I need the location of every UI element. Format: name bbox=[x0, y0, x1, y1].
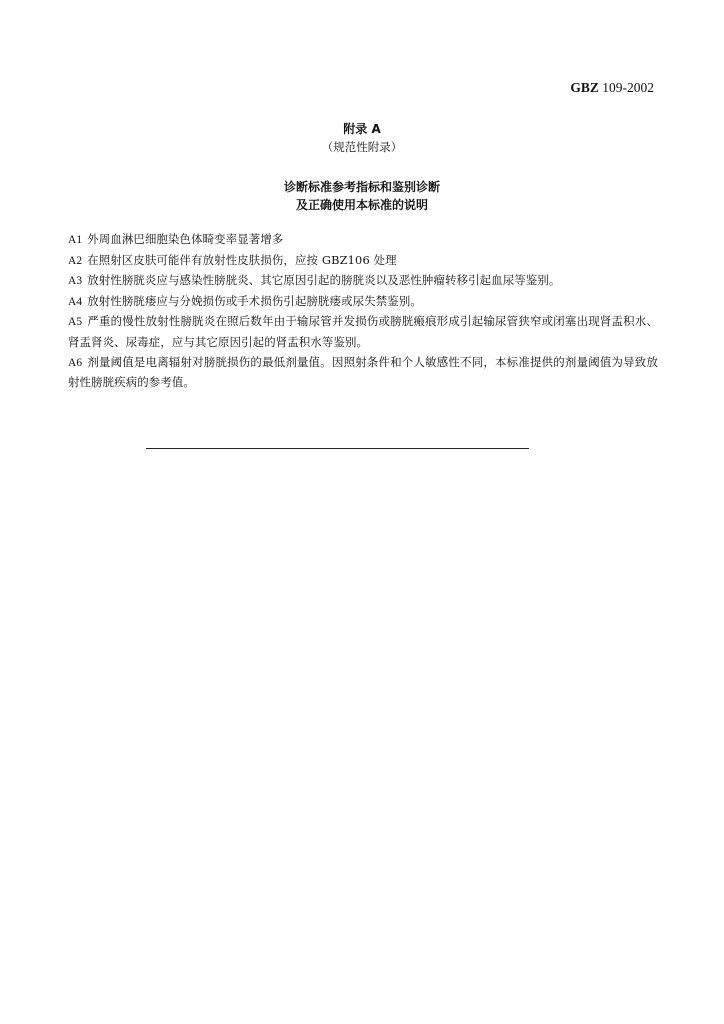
appendix-title: 附录 A bbox=[343, 122, 381, 136]
clause-text: 放射性膀胱瘘应与分娩损伤或手术损伤引起膀胱瘘或尿失禁鉴别。 bbox=[87, 293, 422, 308]
clause-a3 bbox=[68, 271, 658, 292]
clause-label: A5 bbox=[68, 316, 83, 329]
clause-list bbox=[68, 230, 658, 393]
clause-a5 bbox=[68, 312, 658, 352]
clause-text: 在照射区皮肤可能伴有放射性皮肤损伤，应按 GBZ106 处理 bbox=[87, 252, 397, 267]
standard-code bbox=[570, 80, 654, 96]
document-title-line-1: 诊断标准参考指标和鉴别诊断 bbox=[283, 180, 440, 194]
document-title-line-2: 及正确使用本标准的说明 bbox=[295, 198, 428, 212]
clause-a4 bbox=[68, 292, 658, 313]
standard-number: 109-2002 bbox=[602, 80, 654, 95]
clause-text: 严重的慢性放射性膀胱炎在照后数年由于输尿管并发损伤或膀胱瘢痕形成引起输尿管狭窄或闭塞出现肾盂积水、肾盂肾炎、尿毒症，应与其它原因引起的肾盂积水等鉴别。 bbox=[68, 314, 658, 349]
clause-a2 bbox=[68, 251, 658, 272]
clause-a1 bbox=[68, 230, 658, 251]
clause-text: 外周血淋巴细胞染色体畸变率显著增多 bbox=[87, 232, 284, 246]
clause-label: A6 bbox=[68, 356, 83, 369]
document-title bbox=[0, 178, 724, 214]
clause-label: A4 bbox=[68, 295, 83, 308]
end-of-document-rule bbox=[146, 448, 529, 449]
standard-prefix: GBZ bbox=[570, 80, 599, 95]
clause-a6 bbox=[68, 353, 658, 393]
clause-label: A3 bbox=[68, 275, 83, 288]
clause-label: A2 bbox=[68, 254, 83, 267]
clause-text: 放射性膀胱炎应与感染性膀胱炎、其它原因引起的膀胱炎以及恶性肿瘤转移引起血尿等鉴别。 bbox=[87, 273, 561, 288]
clause-text: 剂量阈值是电离辐射对膀胱损伤的最低剂量值。因照射条件和个人敏感性不同，本标准提供的剂量阈值为导致放射性膀胱疾病的参考值。 bbox=[68, 354, 658, 390]
appendix-subtitle: （规范性附录） bbox=[321, 140, 403, 154]
clause-label: A1 bbox=[68, 234, 83, 246]
